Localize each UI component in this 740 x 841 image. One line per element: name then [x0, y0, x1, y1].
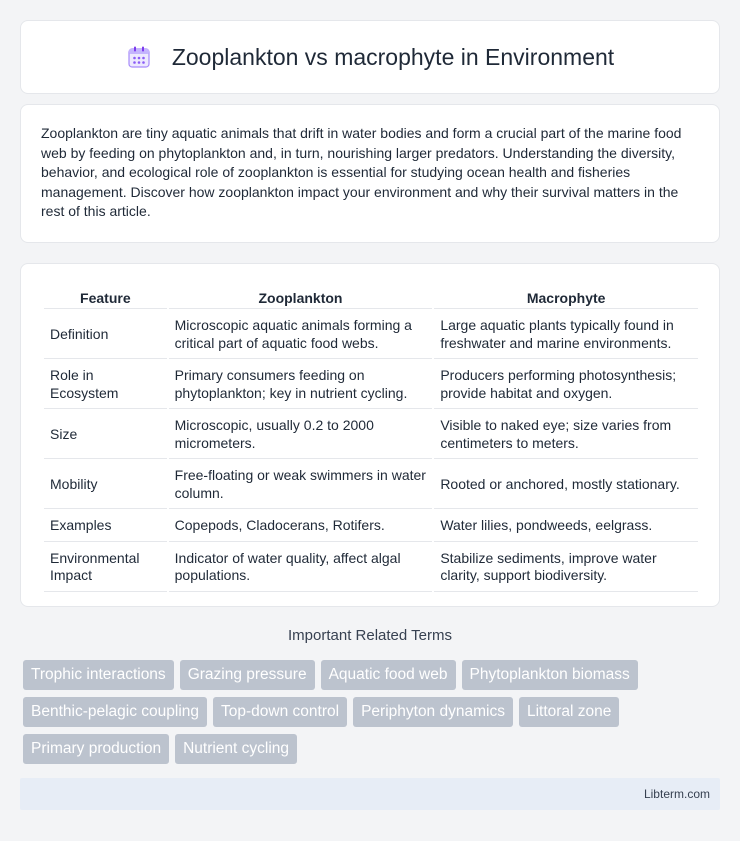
intro-text: Zooplankton are tiny aquatic animals that drift in water bodies and form a crucial part of the marine food web by feeding on phytoplankton and, in turn, nourishing larger predators. Understanding the diversity, behavior, and ecological role of zooplankton is essential for studying ocean health and fisheries management. Discover how zooplankton impact your environment and why their survival matters in the rest of this article. [41, 125, 682, 220]
related-terms-title: Important Related Terms [288, 627, 452, 644]
table-row [44, 461, 698, 509]
row-feature: Examples [44, 511, 167, 542]
calendar-icon [126, 44, 152, 70]
row-zooplankton: Free-floating or weak swimmers in water column. [169, 461, 433, 509]
row-zooplankton: Microscopic aquatic animals forming a critical part of aquatic food webs. [169, 311, 433, 359]
row-macrophyte: Stabilize sediments, improve water clarity, support biodiversity. [434, 544, 698, 592]
term-tag[interactable]: Top-down control [213, 697, 347, 727]
row-feature: Definition [44, 311, 167, 359]
comparison-card [20, 263, 720, 607]
related-terms-list [20, 660, 720, 764]
term-tag[interactable]: Trophic interactions [23, 660, 174, 690]
term-tag[interactable]: Littoral zone [519, 697, 619, 727]
header-zooplankton: Zooplankton [169, 286, 433, 309]
row-macrophyte: Rooted or anchored, mostly stationary. [434, 461, 698, 509]
row-macrophyte: Visible to naked eye; size varies from centimeters to meters. [434, 411, 698, 459]
related-terms-section [20, 627, 720, 764]
table-row [44, 311, 698, 359]
term-tag[interactable]: Primary production [23, 734, 169, 764]
row-macrophyte: Water lilies, pondweeds, eelgrass. [434, 511, 698, 542]
row-zooplankton: Microscopic, usually 0.2 to 2000 micrometers. [169, 411, 433, 459]
row-zooplankton: Primary consumers feeding on phytoplankton; key in nutrient cycling. [169, 361, 433, 409]
row-macrophyte: Large aquatic plants typically found in freshwater and marine environments. [434, 311, 698, 359]
comparison-table [42, 284, 700, 594]
term-tag[interactable]: Phytoplankton biomass [462, 660, 638, 690]
table-row [44, 411, 698, 459]
header-feature: Feature [44, 286, 167, 309]
table-row [44, 361, 698, 409]
footer-link[interactable]: Libterm.com [643, 787, 710, 801]
row-feature: Mobility [44, 461, 167, 509]
term-tag[interactable]: Nutrient cycling [175, 734, 297, 764]
row-macrophyte: Producers performing photosynthesis; provide habitat and oxygen. [434, 361, 698, 409]
intro-card [20, 104, 720, 243]
header-macrophyte: Macrophyte [434, 286, 698, 309]
row-zooplankton: Indicator of water quality, affect algal populations. [169, 544, 433, 592]
term-tag[interactable]: Grazing pressure [180, 660, 315, 690]
row-feature: Environmental Impact [44, 544, 167, 592]
term-tag[interactable]: Aquatic food web [321, 660, 456, 690]
term-tag[interactable]: Benthic-pelagic coupling [23, 697, 207, 727]
term-tag[interactable]: Periphyton dynamics [353, 697, 513, 727]
table-header-row [44, 286, 698, 309]
footer [20, 778, 720, 810]
table-row [44, 511, 698, 542]
row-zooplankton: Copepods, Cladocerans, Rotifers. [169, 511, 433, 542]
page-title: Zooplankton vs macrophyte in Environment [171, 43, 615, 70]
table-row [44, 544, 698, 592]
row-feature: Size [44, 411, 167, 459]
row-feature: Role in Ecosystem [44, 361, 167, 409]
header-card [20, 20, 720, 94]
